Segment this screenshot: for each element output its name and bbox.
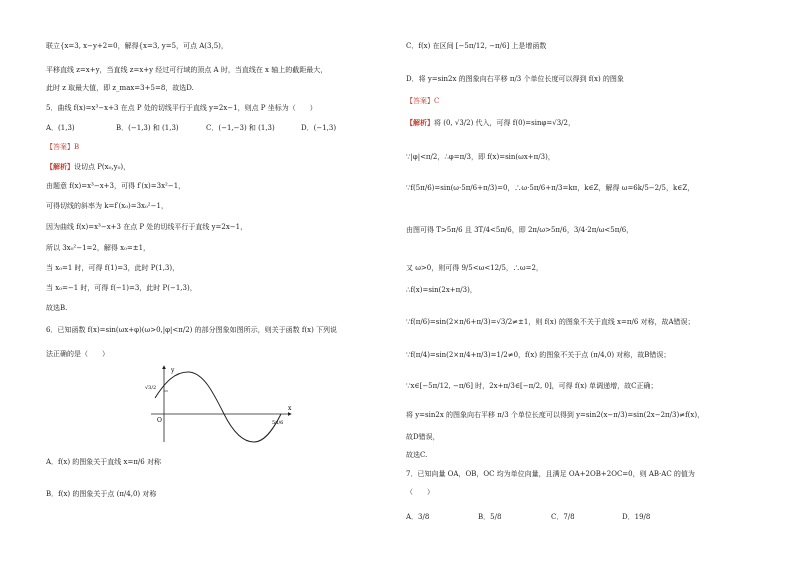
option-b: B．5/8 — [478, 513, 502, 521]
solution-line: 又 ω>0，则可得 9/5<ω<12/5，∴ω=2， — [406, 264, 543, 272]
solution-line: ∵f(5π/6)=sin(ω·5π/6+π/3)=0，∴ω·5π/6+π/3=kπ，k∈Z，解得 ω=6k/5−2/5，k∈Z， — [406, 184, 695, 192]
solution-line: 可得切线的斜率为 k=f′(x₀)=3x₀²−1， — [46, 202, 168, 210]
right-column — [406, 0, 746, 562]
solution-line: 由图可得 T>5π/6 且 3T/4<5π/6，即 2π/ω>5π/6，3/4·2π/ω<5π/6， — [406, 226, 634, 234]
x-tick-label: 5π/6 — [272, 420, 284, 426]
origin-label: O — [157, 417, 162, 424]
text-line: 此时 z 取最大值，即 z_max=3+5=8，故选D. — [46, 84, 194, 92]
answer-label: 【答案】C — [406, 97, 440, 105]
sine-graph — [141, 362, 301, 444]
option-c: C．7/8 — [551, 513, 575, 521]
y-tick-label: √3/2 — [145, 385, 157, 391]
question-6: 6．已知函数 f(x)=sin(ωx+φ)(ω>0,|φ|<π/2) 的部分图象如图所示，则关于函数 f(x) 下列说 — [46, 326, 338, 334]
question-7: 7．已知向量 OA，OB，OC 均为单位向量，且满足 OA+2OB+2OC=0，则 AB·AC 的值为 — [406, 470, 695, 478]
option-c: C．f(x) 在区间 [−5π/12, −π/6] 上是增函数 — [406, 42, 547, 50]
solution-line: 【解析】设切点 P(x₀,y₀)， — [46, 162, 131, 171]
left-column — [46, 0, 386, 562]
option-a: A．(1,3) — [46, 124, 75, 132]
solution-line: ∵|φ|<π/2，∴φ=π/3，即 f(x)=sin(ωx+π/3)， — [406, 153, 555, 161]
solution-line: ∵f(π/6)=sin(2×π/6+π/3)=√3/2≠±1，则 f(x) 的图象不关于直线 x=π/6 对称，故A错误； — [406, 318, 695, 326]
x-axis-label: x — [288, 405, 292, 412]
solution-line: ∴f(x)=sin(2x+π/3)， — [406, 286, 477, 294]
option-a: A．f(x) 的图象关于直线 x=π/6 对称 — [46, 458, 161, 466]
question-5: 5．曲线 f(x)=x³−x+3 在点 P 处的切线平行于直线 y=2x−1，则点 P 坐标为（ ） — [46, 104, 317, 112]
solution-line: 将 y=sin2x 的图象向右平移 π/3 个单位长度可以得到 y=sin2(x−π/3)=sin(2x−2π/3)≠f(x)， — [406, 411, 705, 419]
solution-line: ∵f(π/4)=sin(2×π/4+π/3)=1/2≠0，f(x) 的图象不关于点 (π/4,0) 对称，故B错误； — [406, 351, 671, 359]
option-b: B．f(x) 的图象关于点 (π/4,0) 对称 — [46, 490, 157, 498]
y-axis-label: y — [171, 367, 175, 374]
solution-line: 由题意 f(x)=x³−x+3，可得 f′(x)=3x²−1， — [46, 182, 186, 190]
text-line: 联立{x=3, x−y+2=0，解得{x=3, y=5，可点 A(3,5)， — [46, 42, 228, 50]
solution-line: ∵x∈[−5π/12, −π/6] 时，2x+π/3∈[−π/2, 0]，可得 f(x) 单调递增，故C正确； — [406, 382, 658, 390]
solution-line: 故D错误， — [406, 433, 440, 441]
question-6-cont: 法正确的是（ ） — [46, 350, 109, 358]
solution-line: 当 x₀=1 时，可得 f(1)=3，此时 P(1,3)， — [46, 264, 180, 272]
solution-line: 故选C. — [406, 451, 428, 459]
solution-line: 故选B. — [46, 304, 68, 312]
solution-line: 【解析】将 (0, √3/2) 代入，可得 f(0)=sinφ=√3/2， — [406, 118, 575, 127]
question-7-paren: （ ） — [406, 488, 434, 496]
solution-line: 当 x₀=−1 时，可得 f(−1)=3，此时 P(−1,3)， — [46, 284, 197, 292]
option-b: B．(−1,3) 和 (1,3) — [116, 124, 179, 132]
option-a: A．3/8 — [406, 513, 430, 521]
option-d: D．19/8 — [622, 513, 651, 521]
option-c: C．(−1,−3) 和 (1,3) — [206, 124, 275, 132]
solution-line: 因为曲线 f(x)=x³−x+3 在点 P 处的切线平行于直线 y=2x−1， — [46, 223, 248, 231]
option-d: D．将 y=sin2x 的图象向右平移 π/3 个单位长度可以得到 f(x) 的图象 — [406, 75, 624, 83]
sine-curve — [155, 372, 284, 442]
text-line: 平移直线 z=x+y，当直线 z=x+y 经过可行域的顶点 A 时，当直线在 x 轴上的截距最大， — [46, 66, 328, 74]
solution-line: 所以 3x₀²−1=2，解得 x₀=±1， — [46, 244, 151, 252]
answer-label: 【答案】B — [46, 143, 80, 151]
option-d: D．(−1,3) — [301, 124, 337, 132]
